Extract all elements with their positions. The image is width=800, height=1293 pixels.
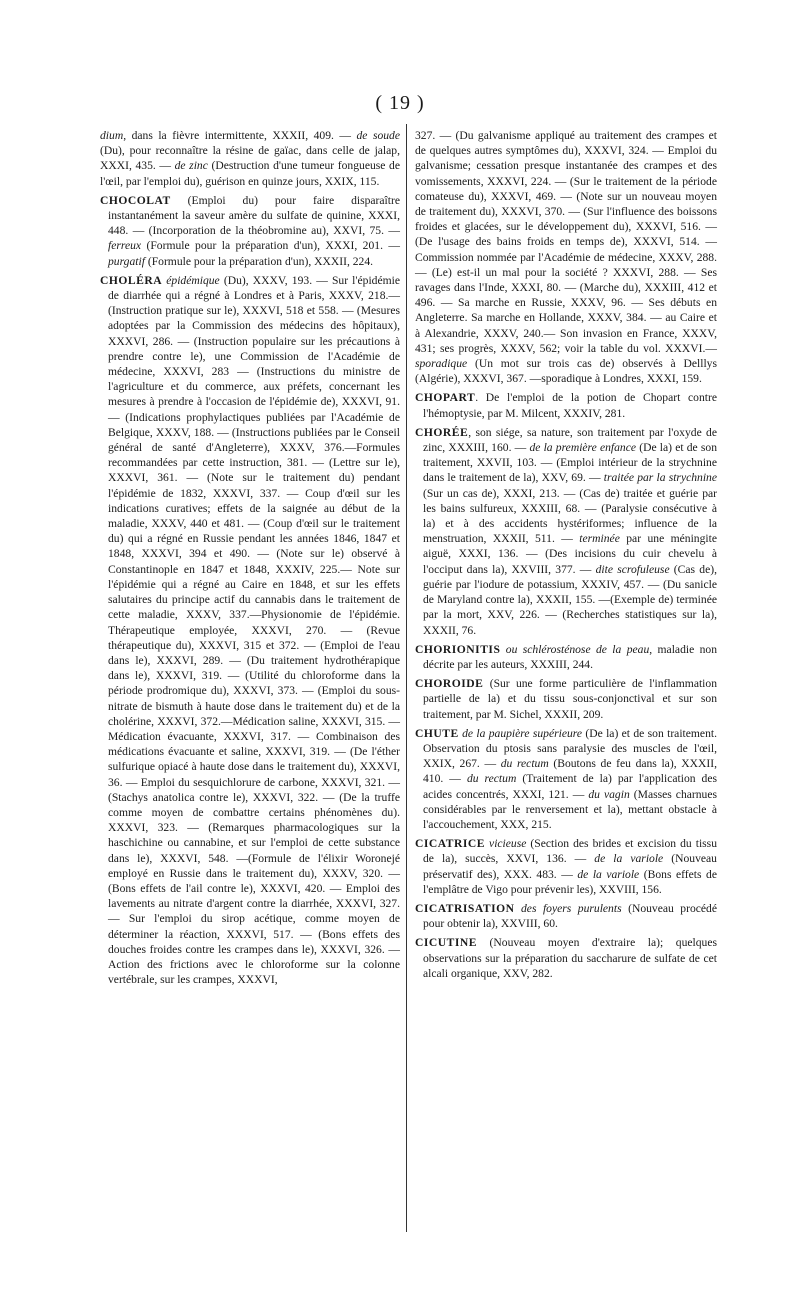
- entry-text: , son siége, sa nature, son traitement par l'oxyde de zinc, XXXIII, 160. —: [423, 425, 717, 455]
- index-entry: [415, 676, 717, 722]
- entry-italic-text: de la variole: [594, 852, 664, 866]
- entry-headword: CHORIONITIS: [415, 642, 501, 656]
- entry-text: (Traitement de la) par l'application des acides concentrés, XXXI, 121. —: [423, 772, 718, 801]
- entry-text: (Du), XXXV, 193. — Sur l'épidémie de diarrhée qui a régné à Londres et à Paris, XXXV, 218.— (Instruction pratique sur le), XXXVI, 518 et 558. — (Mesures adoptées par la Commission des médecins des hôpitaux), XXXVI, 286. — (Instruction populaire sur les précautions à prendre contre le), une Commission de l'Académie de médecine, XXXVI, 283 — (Instructions du ministre de l'agriculture et du commerce, aux préfets, concernant les mesures à prendre à l'occasion de l'épidémie de), XXXVI, 91. — (Indications prophylactiques publiées par l'Académie de Belgique, XXXV, 188. — (Instructions publiées par le Conseil général de santé d'Angleterre), XXXV, 376.—Formules recommandées par cette instruction, 381. — (Lettre sur le), XXXVI, 361. — (Note sur le traitement du) pendant l'épidémie de 1832, XXXVI, 337. — Coup d'œil sur les indications curatives; effets de la saignée au début de la maladie, XXXV, 440 et 481. — (Coup d'œil sur le traitement du) qui a régné en Russie pendant les années 1846, 1847 et 1848, XXXVI, 394 et 490. — (Note sur le) observé à Constantinople en 1847 et 1848, XXXIV, 225.— Note sur l'épidémie qui a régné au Caire en 1848, et sur les effets salutaires du principe actif du cannabis dans le traitement de cette maladie, XXXV, 337.—Physionomie de l'épidémie. Thérapeutique employée, XXXVI, 270. — (Revue thérapeutique du), XXXVI, 315 et 372. — (Emploi de l'eau dans le), XXXVI, 289. — (Du traitement hydrothérapique dans le), XXXVI, 319. — (Utilité du chloroforme dans la période prodromique du), XXXVI, 373. — (Emploi du sous-nitrate de bismuth à haute dose dans le traitement du) et de la cholérine, XXXVI, 372.—Médication saline, XXXVI, 315. — Médication évacuante, XXXVI, 317. — Combinaison des médications évacuante et saline, XXXVI, 319. — (De l'éther sulfurique opiacé à haute dose dans le traitement du), XXXVI, 36. — Emploi du sesquichlorure de carbone, XXXVI, 321. — (Stachys anatolica contre le), XXXVI, 322. — (De la truffe comme moyen de combattre certains phénomènes du). XXXVI, 323. — (Remarques pharmacologiques sur la haschichine ou cannabine, et sur l'emploi de cette substance dans le), XXXVI, 548. —(Formule de l'élixir Woronejé employé en Russie dans le traitement du), XXXV, 320. —(Bons effets de l'ail contre le), XXXVI, 420. — Emploi des lavements au nitrate d'argent contre la diarrhée, XXXVI, 327. — Sur l'emploi du sirop acétique, comme moyen de déterminer la réaction, XXXVI, 517. — (Bons effets des douches froides contre les crampes dans le), XXXVI, 326. — Action des frictions avec le chloroforme sur la colonne vertébrale, sur les crampes, XXXVI,: [108, 273, 400, 987]
- entry-italic-text: traitée par la strychnine: [603, 471, 717, 485]
- column-divider: [406, 124, 407, 1232]
- entry-text: (De la) et de son traitement. Observation du ptosis sans paralysie des muscles de l'œil, XXIX, 267. —: [423, 726, 717, 771]
- entry-italic-text: ou schlérosténose de la peau: [505, 642, 650, 656]
- entry-text: (Du), pour reconnaître la résine de gaïac, dans celle de jalap, XXXI, 435. —: [100, 144, 400, 173]
- entry-text: (Nouveau préservatif des), XXX. 483. —: [423, 852, 717, 881]
- entry-text: (Formule pour la préparation d'un), XXXI, 201. —: [141, 239, 400, 253]
- entry-italic-text: dite scrofuleuse: [595, 562, 670, 576]
- entry-text: (De la) et de son traitement, XXVII, 103. — (Emploi intérieur de la strychnine dans le traitement de la), XXV, 69. —: [423, 441, 717, 485]
- entry-italic-text: de zinc: [174, 159, 208, 173]
- entry-text: (Bons effets de l'emplâtre de Vigo pour prévenir les), XXVIII, 156.: [423, 867, 717, 896]
- index-entry: [415, 901, 717, 931]
- entry-italic-text: terminée: [579, 532, 620, 546]
- entry-text: . De l'emploi de la potion de Chopart contre l'hémoptysie, par M. Milcent, XXXIV, 281.: [423, 391, 717, 420]
- entry-headword: CHOPART: [415, 391, 476, 405]
- entry-headword: CHORÉE: [415, 425, 469, 439]
- entry-headword: CHOCOLAT: [100, 193, 171, 207]
- entry-italic-text: sporadique: [415, 357, 468, 371]
- entry-text: (Nouveau moyen d'extraire la); quelques observations sur la préparation du saccharure de sulfate de cet alcali organique, XXV, 282.: [423, 936, 717, 980]
- entry-italic-text: dium: [100, 129, 124, 142]
- index-entry: [100, 193, 400, 269]
- entry-text: (Boutons de feu dans la), XXXII, 410. —: [423, 757, 717, 786]
- index-entry: [415, 726, 717, 832]
- page-number: ( 19 ): [375, 92, 425, 114]
- entry-text: , dans la fièvre intermittente, XXXII, 409. —: [123, 129, 357, 142]
- entry-italic-text: de la paupière supérieure: [462, 726, 583, 740]
- entry-text: (Emploi du) pour faire disparaître instantanément la saveur amère du sulfate de quinine, XXXI, 448. — (Incorporation de la théobromine au), XXVI, 75. —: [108, 193, 400, 238]
- entry-text: (Cas de), guérie par l'iodure de potassium, XXXIV, 457. — (Du sanicle de Maryland contre la), XXXII, 155. —(Exemple de) terminée par la mort, XXV, 226. — (Recherches statistiques sur la), XXXII, 76.: [423, 562, 717, 637]
- entry-text: (Masses charnues considérables par le renversement et la), mettant obstacle à l'accouchement, XXX, 215.: [423, 787, 718, 831]
- index-entry: [415, 642, 717, 672]
- entry-italic-text: de soude: [356, 129, 400, 142]
- entry-headword: CICATRISATION: [415, 901, 515, 915]
- index-column-left: [100, 128, 400, 991]
- entry-headword: CICATRICE: [415, 837, 485, 851]
- entry-text: (Destruction d'une tumeur fongueuse de l'œil, par l'emploi du), guérison en quinze jours, XXIX, 115.: [100, 159, 400, 188]
- entry-text: par une méningite aiguë, XXXI, 136. — (Des incisions du cuir chevelu à l'occiput dans la), XXVIII, 377. —: [423, 532, 717, 576]
- index-entry: [100, 273, 400, 988]
- entry-italic-text: purgatif: [108, 254, 145, 268]
- entry-italic-text: vicieuse: [489, 837, 527, 851]
- index-entry: [415, 390, 717, 420]
- index-entry: [415, 935, 717, 981]
- entry-headword: CHUTE: [415, 726, 459, 740]
- entry-text: (Nouveau procédé pour obtenir la), XXVIII, 60.: [423, 901, 717, 931]
- index-entry-continuation: [100, 128, 400, 189]
- entry-text: , maladie non décrite par les auteurs, XXXIII, 244.: [423, 642, 718, 671]
- entry-text: 327. — (Du galvanisme appliqué au traitement des crampes et de quelques autres symptômes du), XXXVI, 324. — Emploi du galvanisme; cessation presque instantanée des crampes et des vomissements, XXXVI, 224. — (Sur le traitement de la période comateuse du), XXXVI, 469. — (Note sur un nouveau moyen de traitement du), XXXVI, 370. — (Sur l'influence des boissons froides et glacées, sur le développement du), XXXVI, 516. — (De l'usage des bains froids en temps de), XXXVI, 514. — Commission nommée par l'Académie de médecine, XXXV, 288. — (Le) est-il un mal pour la société ? XXXVI, 288. — Ses ravages dans l'Inde, XXXI, 80. — (Marche du), XXXIII, 412 et 496. — Sa marche en Russie, XXXV, 96. — Ses débuts en Angleterre. Sa marche en Hollande, XXXV, 384. — au Caire et à Alexandrie, XXXV, 240.— Son invasion en France, XXXV, 431; ses progrès, XXXV, 562; voir la table du vol. XXXVI.—: [415, 129, 717, 355]
- entry-headword: CHOLÉRA: [100, 273, 163, 287]
- entry-text: (Formule pour la préparation d'un), XXXII, 224.: [144, 254, 374, 268]
- index-entry: [415, 425, 717, 638]
- index-column-right: [415, 128, 717, 985]
- entry-text: (Sur une forme particulière de l'inflammation partielle de la) et du tissu sous-conjonctival et sur son traitement, par M. Sichel, XXXII, 209.: [423, 677, 717, 721]
- entry-text: (Sur un cas de), XXXI, 213. — (Cas de) traitée et guérie par les bains sulfureux, XXXIII, 68. — (Paralysie consécutive à la) et à des accidents hystériformes; influence de la menstruation, XXXII, 511. —: [423, 486, 717, 546]
- entry-italic-text: épidémique: [166, 273, 220, 287]
- entry-headword: CICUTINE: [415, 936, 477, 950]
- entry-italic-text: du vagin: [588, 787, 630, 801]
- entry-text: (Section des brides et excision du tissu de la), succès, XXVI, 136. —: [423, 837, 717, 866]
- entry-italic-text: ferreux: [108, 239, 142, 253]
- entry-italic-text: de la première enfance: [529, 441, 637, 455]
- entry-text: (Un mot sur trois cas de) observés à Delllys (Algérie), XXXVI, 367. —sporadique à Londres, XXXI, 159.: [415, 357, 717, 386]
- entry-italic-text: du rectum: [466, 772, 517, 786]
- entry-italic-text: des foyers purulents: [521, 901, 622, 915]
- index-entry-continuation: [415, 128, 717, 386]
- entry-italic-text: du rectum: [500, 757, 549, 771]
- index-entry: [415, 836, 717, 897]
- entry-headword: CHOROIDE: [415, 677, 484, 691]
- entry-italic-text: de la variole: [577, 867, 640, 881]
